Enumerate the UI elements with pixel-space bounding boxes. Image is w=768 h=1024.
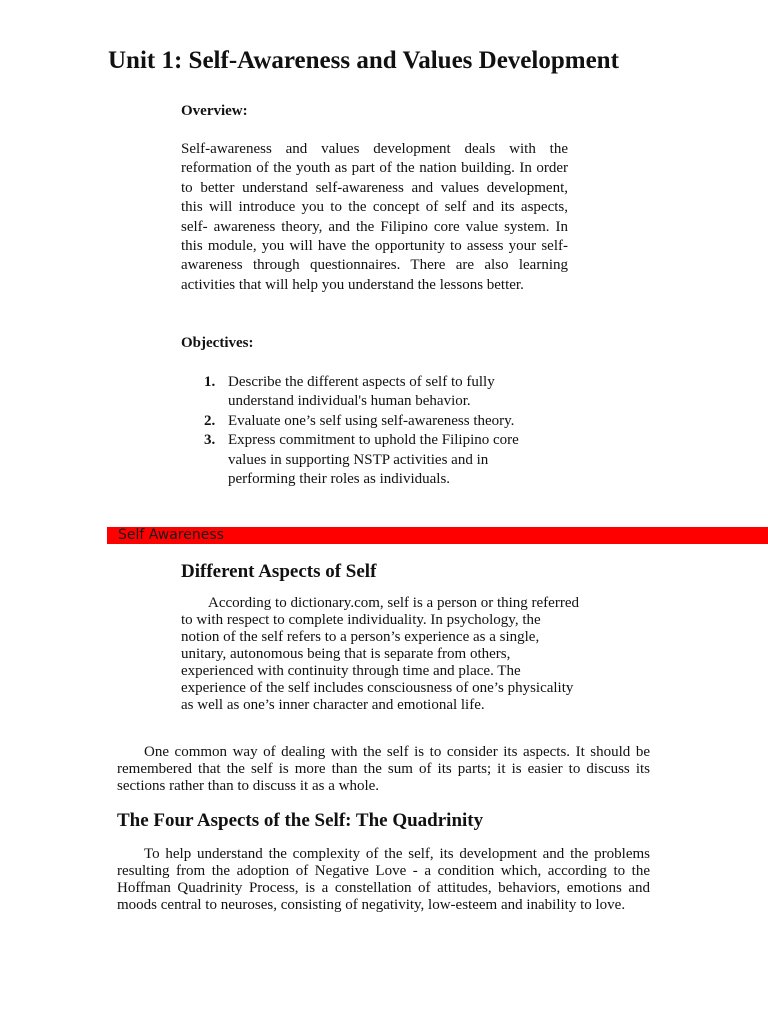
objective-number: 3.: [204, 432, 216, 449]
objective-item: [181, 412, 541, 431]
section-bar-label: Self Awareness: [118, 527, 224, 543]
objective-item: [181, 431, 541, 489]
aspects-paragraph: One common way of dealing with the self is to consider its aspects. It should be remembered that the self is more than the sum of its parts; it is easier to discuss its sections rather than to discuss it as a whole.: [117, 744, 650, 794]
overview-label: Overview:: [181, 103, 248, 119]
aspects-heading: Different Aspects of Self: [181, 561, 377, 582]
section-bar: [107, 527, 768, 544]
objective-number: 2.: [204, 412, 216, 429]
overview-text: Self-awareness and values development deals with the reformation of the youth as part of the nation building. In order to better understand self-awareness and values development, this will introduce you to the concept of self and its aspects, self- awareness theory, and the Filipino core value system. In this module, you will have the opportunity to assess your self-awareness through questionnaires. There are also learning activities that will help you understand the lessons better.: [181, 141, 568, 293]
objective-text: Describe the different aspects of self to fully understand individual's human behavior.: [228, 374, 495, 410]
unit-title: Unit 1: Self-Awareness and Values Development: [108, 47, 619, 74]
objective-text: Evaluate one’s self using self-awareness theory.: [228, 412, 515, 429]
quadrinity-paragraph: To help understand the complexity of the self, its development and the problems resulting from the adoption of Negative Love - a condition which, according to the Hoffman Quadrinity Process, is a constellation of attitudes, behaviors, emotions and moods central to neuroses, consisting of negativity, low-esteem and inability to love.: [117, 846, 650, 913]
objectives-list: [181, 373, 541, 489]
objectives-label: Objectives:: [181, 335, 254, 351]
quadrinity-heading: The Four Aspects of the Self: The Quadrinity: [117, 810, 484, 831]
self-definition-text: According to dictionary.com, self is a person or thing referred to with respect to complete individuality. In psychology, the notion of the self refers to a person’s experience as a single, unitary, autonomous being that is separate from others, experienced with continuity through time and place. The experience of the self includes consciousness of one’s physicality as well as one’s inner character and emotional life.: [181, 595, 579, 713]
objective-item: [181, 373, 541, 412]
objective-text: Express commitment to uphold the Filipino core values in supporting NSTP activities and in performing their roles as individuals.: [228, 432, 519, 488]
objective-number: 1.: [204, 374, 216, 390]
